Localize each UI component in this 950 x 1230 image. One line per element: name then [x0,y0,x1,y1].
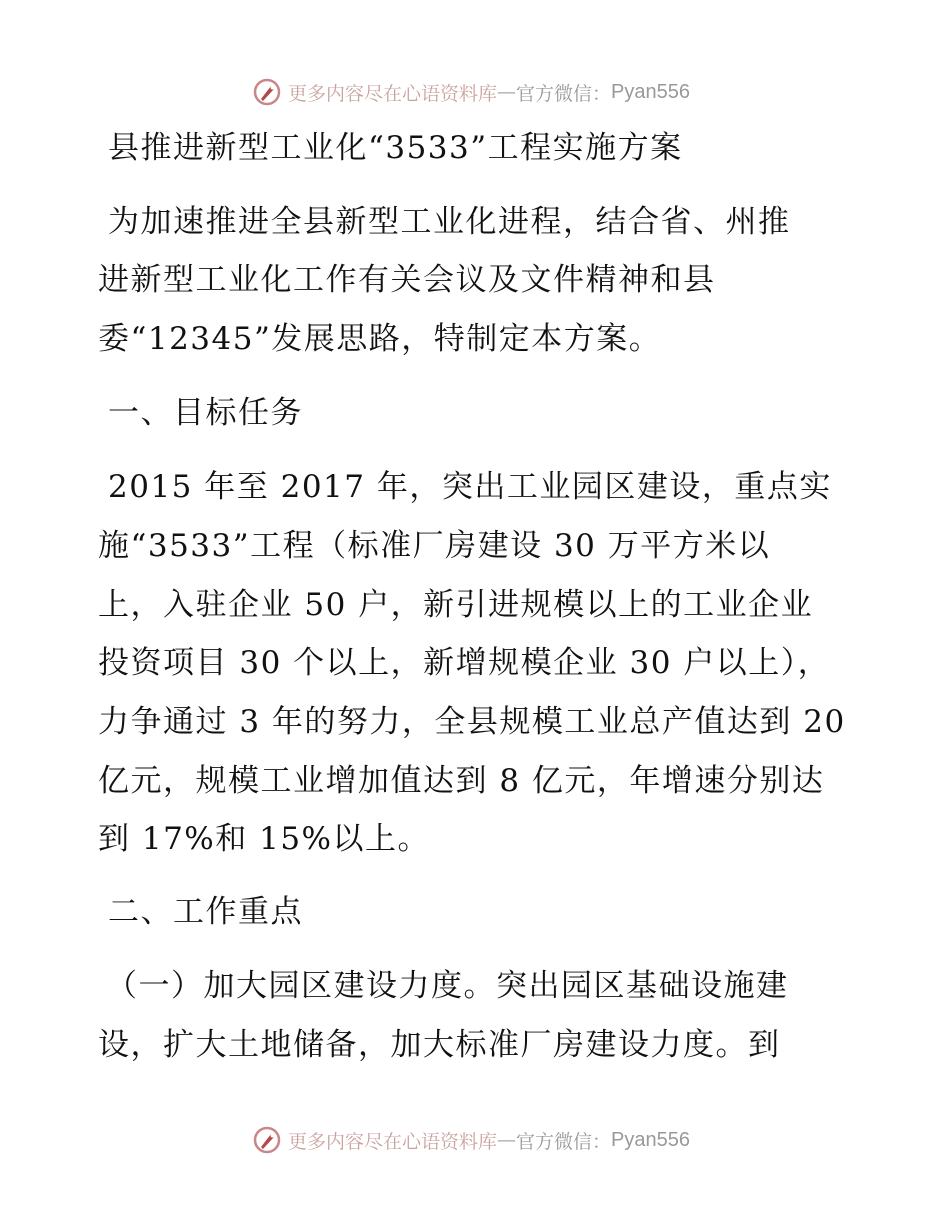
section2-heading: 二、工作重点 [108,894,303,930]
watermark-wechat-label: 官方微信： [516,1130,612,1153]
watermark-dash: — [497,1129,517,1151]
pen-nib-circle-icon [252,1125,282,1155]
watermark-main-text: 更多内容尽在心语资料库 [288,1130,498,1153]
section1-line-4: 投资项目 30 个以上，新增规模企业 30 户以上）， [98,645,831,681]
section2-line-1: （一）加大园区建设力度。突出园区基础设施建 [106,968,789,1004]
header-watermark [0,72,950,112]
intro-line-1: 为加速推进全县新型工业化进程，结合省、州推 [108,204,791,240]
watermark-wechat-handle: Pyan556 [611,80,690,103]
watermark-wechat-handle: Pyan556 [611,1128,690,1151]
section1-heading: 一、目标任务 [108,395,303,431]
section1-line-7: 到 17%和 15%以上。 [98,821,431,857]
section1-line-1: 2015 年至 2017 年，突出工业园区建设，重点实 [108,469,832,505]
document-title: 县推进新型工业化“3533”工程实施方案 [108,130,683,166]
footer-watermark [0,1120,950,1160]
watermark-wechat-label: 官方微信： [516,82,612,105]
section2-line-2: 设，扩大土地储备，加大标准厂房建设力度。到 [98,1027,781,1063]
section1-line-2: 施“3533”工程（标准厂房建设 30 万平方米以 [98,528,771,564]
watermark-main-text: 更多内容尽在心语资料库 [288,82,498,105]
section1-line-5: 力争通过 3 年的努力，全县规模工业总产值达到 20 [98,704,846,740]
section1-line-6: 亿元，规模工业增加值达到 8 亿元，年增速分别达 [98,763,825,799]
intro-line-2: 进新型工业化工作有关会议及文件精神和县 [98,262,716,298]
section1-line-3: 上，入驻企业 50 户，新引进规模以上的工业企业 [98,587,814,623]
watermark-dash: — [497,81,517,103]
intro-line-3: 委“12345”发展思路，特制定本方案。 [98,321,662,357]
pen-nib-circle-icon [252,77,282,107]
